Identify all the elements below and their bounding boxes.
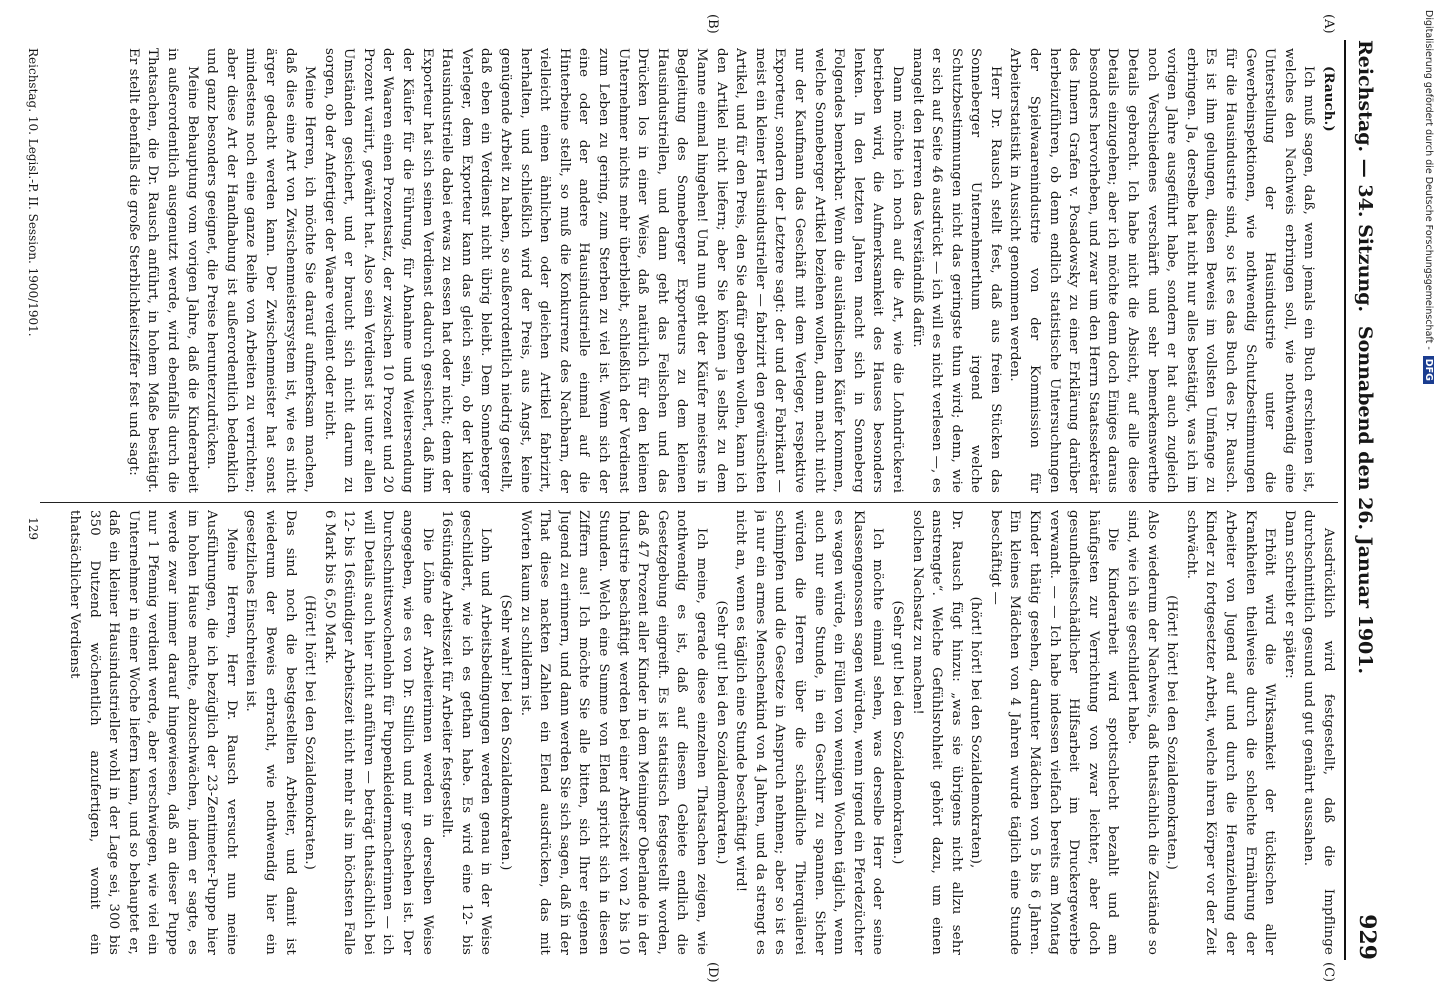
right-column [40, 510, 1338, 955]
footer-sheet-number: 129 [26, 517, 40, 540]
paragraph: Die Kinderarbeit wird spottschlecht bezahlt und am häufigsten zur Verrichtung von zwar leichter, aber doch gesundheitsschädlicher Hilfsarbeit im Druckergewerbe verwandt. — — Ich habe indessen vielfach bereits am Montag Kinder thätig gesehen, darunter Mädchen von 5 bis 6 Jahren. Ein kleines Mädchen von 4 Jahren wurde täglich eine Stunde beschäftigt — [987, 510, 1121, 955]
header-rule [1344, 40, 1346, 960]
column-divider [40, 502, 1338, 503]
paragraph: (hört! hört! bei den Sozialdemokraten), [968, 596, 984, 869]
paragraph: (Rauch.) [1321, 66, 1336, 132]
watermark-text: Digitalisierung gefördert durch die Deutsche Forschungsgemeinschaft - [1423, 10, 1434, 350]
paragraph: Meine Herren, ich möchte Sie darauf aufmerksam machen, daß dies eine Art von Zwischenmeistersystem ist, wie es nicht ärger gedacht werden kann. Der Zwischenmeister hat sonst mindestens noch eine ganze Reihe von Arbeiten zu verrichten; aber diese Art der Handhabung ist außerordentlich bedenklich und ganz besonders geeignet, die Preise herunterzudrücken. [204, 48, 318, 493]
margin-label-a: (A) [1321, 14, 1336, 34]
paragraph: Ich möchte einmal sehen, was derselbe Herr oder seine Klassengenossen sagen würden, wenn irgend ein Pferdezüchter es wagen würde, ein Füllen von wenigen Wochen täglich, wenn auch nur eine Stunde, in ein Geschirr zu spannen. Sicher würden die Herren über die schändliche Thierquälerei schimpfen und die Gesetze in Anspruch nehmen; aber so ist es ja nur ein armes Menschenkind von 4 Jahren, und da strengt es nicht an, wenn es täglich eine Stunde beschäftigt wird! [733, 510, 886, 955]
header-date: Sonnabend den 26. Januar 1901. [1354, 325, 1376, 675]
paragraph: Ich muß sagen, daß, wenn jemals ein Buch erschienen ist, welches den Nachweis erbringen soll, wie nothwendig eine Unterstellung der Hausindustrie unter die Gewerbeinspektionen, wie nothwendig Schutzbestimmungen für die Hausindustrie sind, so ist es das Buch des Dr. Rausch. Es ist ihm gelungen, diesen Beweis im vollsten Umfange zu erbringen. Ja, derselbe hat nicht nur alles bestätigt, was ich im vorigen Jahre ausgeführt habe, sondern er hat auch zugleich noch Verschiedenes verschärft und sehr bemerkenswerthe Details gebracht. Ich habe nicht die Absicht, auf alle diese Details einzugehen; aber ich möchte denn doch Einiges daraus besonders hervorheben, und zwar um den Herrn Staatssekretär des Innern Grafen v. Posadowsky zu einer Erklärung darüber herbeizuführen, ob denn endlich statistische Untersuchungen der Spielwaarenindustrie von der Kommission für Arbeiterstatistik in Aussicht genommen werden. [1007, 48, 1317, 493]
paragraph: Die Löhne der Arbeiterinnen werden in derselben Weise angegeben, wie es von Dr. Stillich und mir geschehen ist. Der Durchschnittswochenlohn für Puppenkleidermacherinnen — ich will Details auch hier nicht anführen — beträgt thatsächlich bei 12- bis 16stündiger Arbeitszeit nicht mehr als im höchsten Falle 6 Mark bis 6,50 Mark. [321, 510, 435, 955]
paragraph: Das sind noch die bestgestellten Arbeiter, und damit ist wiederum der Beweis erbracht, wie nothwendig hier ein gesetzliches Einschreiten ist. [243, 510, 298, 955]
paragraph: Dann schreibt er später: [1281, 510, 1297, 679]
paragraph: Dr. Rausch fügt hinzu: „was sie übrigens nicht allzu sehr anstrengte“. Welche Gefühlsrohheit gehört dazu, um einen solchen Nachsatz zu machen! [909, 510, 964, 955]
header-session: Reichstag. — 34. Sitzung. [1354, 40, 1376, 313]
paragraph: Erhöht wird die Wirksamkeit der tückischen aller Krankheiten theilweise durch die schlechte Ernährung der Arbeiter von Jugend auf und durch die Heranziehung der Kinder zu fortgesetzter Arbeit, welche ihren Körper vor der Zeit schwächt. [1183, 510, 1278, 955]
paragraph: Ich meine, gerade diese einzelnen Thatsachen zeigen, wie nothwendig es ist, daß auf diesem Gebiete endlich die Gesetzgebung eingreift. Es ist statistisch festgestellt worden, daß 47 Prozent aller Kinder in dem Meininger Oberlande in der Industrie beschäftigt werden bei einer Arbeitszeit von 2 bis 10 Stunden. Welch eine Summe von Elend spricht sich in diesen Ziffern aus! Ich möchte Sie alle bitten, sich Ihrer eigenen Jugend zu erinnern, und dann werden Sie sich sagen, daß in der That diese nackten Zahlen ein Elend ausdrücken, das mit Worten kaum zu schildern ist. [517, 510, 709, 955]
page-footer [24, 48, 40, 960]
dfg-watermark [1420, 10, 1434, 990]
footer-session-info: Reichstag. 10. Legisl.-P. II. Session. 1900/1901. [26, 48, 40, 337]
page-header [1346, 40, 1380, 960]
paragraph: Herr Dr. Rausch stellt fest, daß aus freien Stücken das Sonneberger Unternehmerthum irgend welche Schutzbestimmungen nicht das geringste thun wird; denn, wie er sich auf Seite 46 ausdrückt — ich will es nicht verlesen —, es mangelt den Herren das Verständniß dafür. [909, 48, 1003, 493]
margin-label-b: (B) [705, 14, 720, 34]
paragraph: (Hört! hört! bei den Sozialdemokraten.) [1164, 595, 1180, 870]
header-page-number: 929 [1354, 914, 1380, 960]
margin-label-d: (D) [705, 962, 720, 983]
left-column [40, 48, 1338, 493]
paragraph: Lohn und Arbeitsbedingungen werden genau in der Weise geschildert, wie ich es gethan habe. Es wird eine 12- bis 16stündige Arbeitszeit für Arbeiter festgestellt. [439, 510, 494, 955]
margin-label-c: (C) [1321, 962, 1336, 983]
paragraph: Ausdrücklich wird festgestellt, daß die Impflinge durchschnittlich gesund und gut genährt aussahen. [1301, 510, 1336, 955]
paragraph: (Sehr wahr! bei den Sozialdemokraten.) [498, 594, 514, 871]
paragraph: Meine Behauptung vom vorigen Jahre, daß die Kinderarbeit in außerordentlich ausgenutzt werde, wird ebenfalls durch die Thatsachen, die Dr. Rausch anführt, in hohem Maße bestätigt. Er stellt ebenfalls die große Sterblichkeitsziffer fest und sagt: [125, 48, 200, 493]
paragraph: (Sehr gut! bei den Sozialdemokraten.) [713, 600, 729, 865]
paragraph: Meine Herren, Herr Dr. Rausch versucht nun meine Ausführungen, die ich bezüglich der 23-Zentimeter-Puppe hier im hohen Hause machte, abzuschwächen, indem er sagte, es werde zwar immer darauf hingewiesen, daß an dieser Puppe nur 1 Pfennig verdient werde, aber verschwiegen, wie viel ein Unternehmer in einer Woche liefern kann, und so behauptet er, daß ein kleiner Hausindustrieller wohl in der Lage sei, 300 bis 350 Dutzend wöchentlich anzufertigen, womit ein thatsächlicher Verdienst [67, 510, 239, 955]
paragraph: (Sehr gut! bei den Sozialdemokraten.) [889, 600, 905, 865]
paragraph: Also wiederum der Nachweis, daß thatsächlich die Zustände so sind, wie ich sie geschildert habe. [1125, 510, 1160, 955]
paragraph: (Hört! hört! bei den Sozialdemokraten.) [302, 595, 318, 870]
paragraph: Dann möchte ich noch auf die Art, wie die Lohndrückerei betrieben wird, die Aufmerksamkeit des Hauses besonders lenken. In den letzten Jahren macht sich in Sonneberg Folgendes bemerkbar. Wenn die ausländischen Käufer kommen, welche Sonneberger Artikel beziehen wollen, dann macht nicht nur der Kaufmann das Geschäft mit dem Verleger, respektive Exporteur, sondern der Letztere sagt: der und der Fabrikant — meist ein kleiner Hausindustrieller — fabrizirt den gewünschten Artikel, und für den Preis, den Sie dafür geben wollen, kann ich den Artikel nicht liefern; aber Sie können ja selbst zu dem Manne einmal hingehen! Und nun geht der Käufer meistens in Begleitung des Sonneberger Exporteurs zu dem kleinen Hausindustriellen, und dann geht das Feilschen und das Drücken los in einer Weise, daß natürlich für den kleinen Unternehmer nichts mehr überbleibt, schließlich der Verdienst zum Leben zu gering, zum Sterben zu viel ist. Wenn sich der eine oder der andere Hausindustrielle einmal auf die Hinterbeine stellt, so muß die Konkurrenz des Nachbarn, der vielleicht einen ähnlichen oder gleichen Artikel fabrizirt, herhalten, und schließlich wird der Preis, aus Angst, keine genügende Arbeit zu haben, so außerordentlich niedrig gestellt, daß eben ein Verdienst nicht übrig bleibt. Dem Sonneberger Verleger, dem Exporteur kann das gleich sein, ob der kleine Hausindustrielle dabei etwas zu essen hat oder nicht; denn der Exporteur hat sich seinen Verdienst dadurch gesichert, daß ihm der Käufer für die Führung, für Abnahme und Weitersendung der Waaren einen Prozentsatz, der zwischen 10 Prozent und 20 Prozent variirt, gewährt hat. Also sein Verdienst ist unter allen Umständen gesichert, und er braucht sich nicht darum zu sorgen, ob der Anfertiger der Waare verdient oder nicht. [321, 48, 905, 493]
dfg-logo: DFG [1423, 356, 1434, 384]
